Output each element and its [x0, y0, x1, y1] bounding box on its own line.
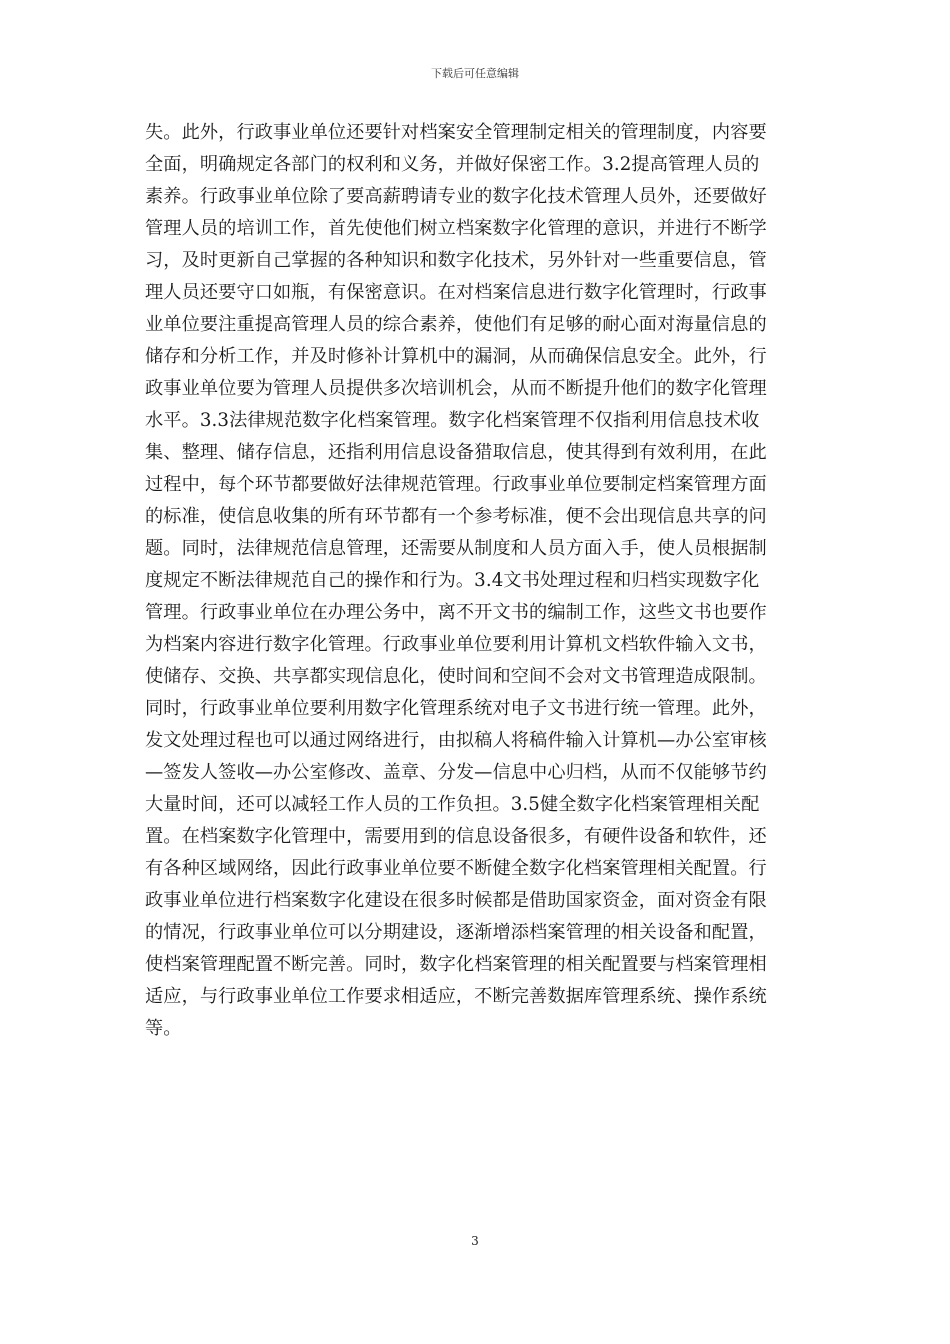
text-line: 的情况，行政事业单位可以分期建设，逐渐增添档案管理的相关设备和配置，	[145, 922, 767, 943]
text-line: 理人员还要守口如瓶，有保密意识。在对档案信息进行数字化管理时，行政事	[145, 282, 767, 303]
text-line: 全面，明确规定各部门的权利和义务，并做好保密工作。3.2提高管理人员的	[145, 154, 760, 175]
text-line: 使档案管理配置不断完善。同时，数字化档案管理的相关配置要与档案管理相	[145, 954, 767, 975]
text-line: —签发人签收—办公室修改、盖章、分发—信息中心归档，从而不仅能够节约	[145, 762, 767, 783]
body-text	[145, 117, 810, 1045]
text-line: 管理。行政事业单位在办理公务中，离不开文书的编制工作，这些文书也要作	[145, 602, 767, 623]
text-line: 题。同时，法律规范信息管理，还需要从制度和人员方面入手，使人员根据制	[145, 538, 767, 559]
text-line: 等。	[145, 1018, 182, 1039]
text-line: 使储存、交换、共享都实现信息化，使时间和空间不会对文书管理造成限制。	[145, 666, 767, 687]
text-line: 大量时间，还可以减轻工作人员的工作负担。3.5健全数字化档案管理相关配	[145, 794, 760, 815]
text-line: 有各种区域网络，因此行政事业单位要不断健全数字化档案管理相关配置。行	[145, 858, 767, 879]
text-line: 管理人员的培训工作，首先使他们树立档案数字化管理的意识，并进行不断学	[145, 218, 767, 239]
text-line: 政事业单位进行档案数字化建设在很多时候都是借助国家资金，面对资金有限	[145, 890, 767, 911]
text-line: 适应，与行政事业单位工作要求相适应，不断完善数据库管理系统、操作系统	[145, 986, 767, 1007]
text-line: 置。在档案数字化管理中，需要用到的信息设备很多，有硬件设备和软件，还	[145, 826, 767, 847]
text-line: 度规定不断法律规范自己的操作和行为。3.4文书处理过程和归档实现数字化	[145, 570, 760, 591]
text-line: 同时，行政事业单位要利用数字化管理系统对电子文书进行统一管理。此外，	[145, 698, 767, 719]
text-line: 发文处理过程也可以通过网络进行，由拟稿人将稿件输入计算机—办公室审核	[145, 730, 767, 751]
text-line: 的标准，使信息收集的所有环节都有一个参考标准，便不会出现信息共享的问	[145, 506, 767, 527]
text-line: 失。此外，行政事业单位还要针对档案安全管理制定相关的管理制度，内容要	[145, 122, 767, 143]
text-line: 政事业单位要为管理人员提供多次培训机会，从而不断提升他们的数字化管理	[145, 378, 767, 399]
page-header: 下载后可任意编辑	[431, 67, 519, 80]
page-number: 3	[471, 1234, 479, 1248]
text-line: 习，及时更新自己掌握的各种知识和数字化技术，另外针对一些重要信息，管	[145, 250, 767, 271]
text-line: 业单位要注重提高管理人员的综合素养，使他们有足够的耐心面对海量信息的	[145, 314, 767, 335]
text-line: 水平。3.3法律规范数字化档案管理。数字化档案管理不仅指利用信息技术收	[145, 410, 760, 431]
text-line: 为档案内容进行数字化管理。行政事业单位要利用计算机文档软件输入文书，	[145, 634, 767, 655]
text-line: 素养。行政事业单位除了要高薪聘请专业的数字化技术管理人员外，还要做好	[145, 186, 767, 207]
text-line: 集、整理、储存信息，还指利用信息设备猎取信息，使其得到有效利用，在此	[145, 442, 767, 463]
text-line: 过程中，每个环节都要做好法律规范管理。行政事业单位要制定档案管理方面	[145, 474, 767, 495]
text-line: 储存和分析工作，并及时修补计算机中的漏洞，从而确保信息安全。此外，行	[145, 346, 767, 367]
